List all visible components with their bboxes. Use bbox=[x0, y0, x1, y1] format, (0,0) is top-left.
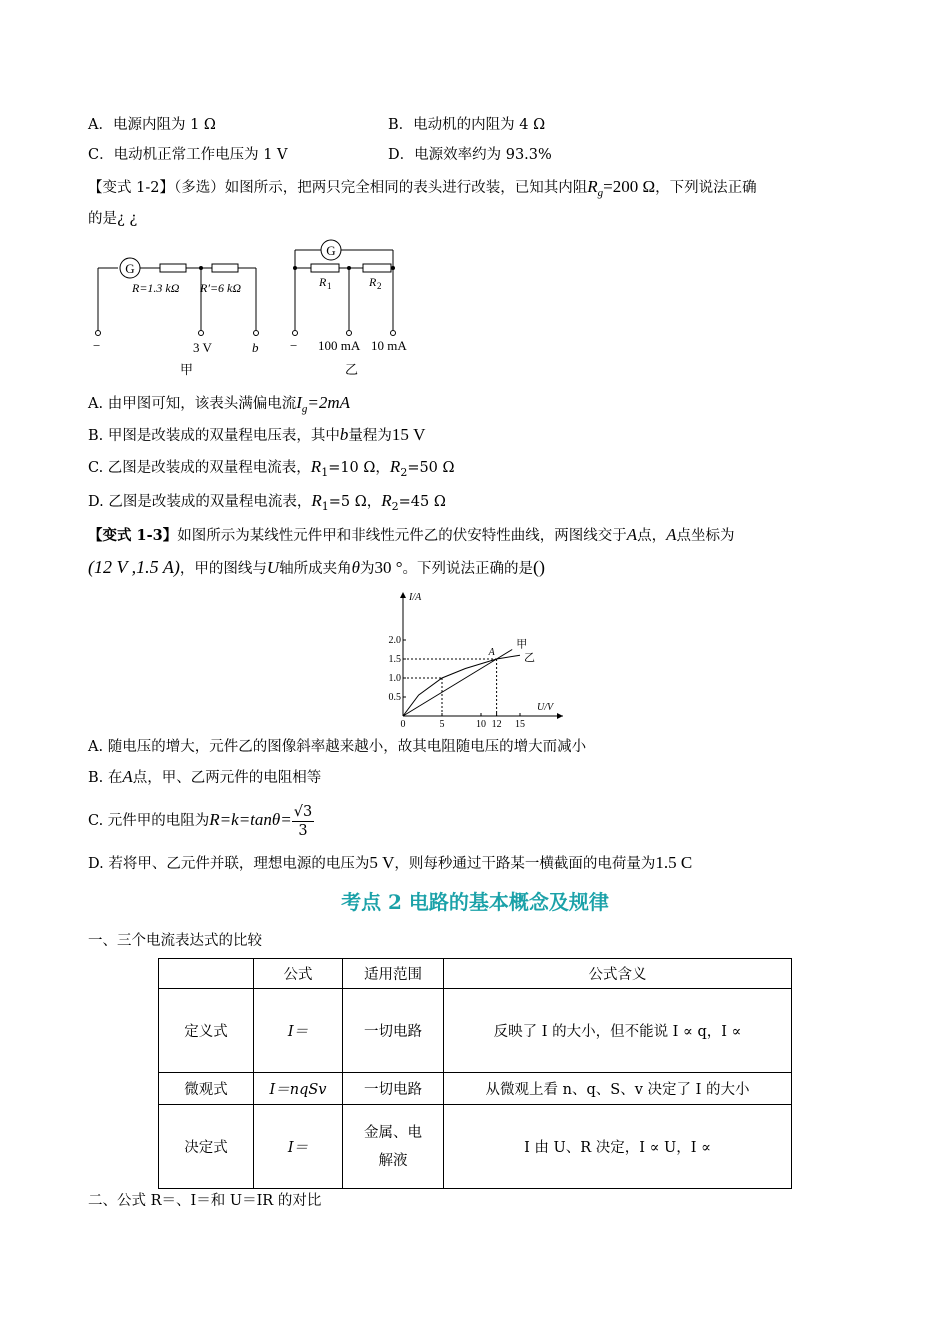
q13-option-c bbox=[88, 800, 314, 841]
q13-paren: () bbox=[533, 557, 546, 577]
resistor-r-prime bbox=[212, 264, 238, 272]
iu-characteristic-chart bbox=[385, 588, 565, 728]
q12-option-c-r2-sub: 2 bbox=[400, 465, 408, 479]
q12-option-d-r2-sub: 2 bbox=[391, 499, 399, 513]
q12-option-d bbox=[88, 490, 446, 518]
q12-option-d-r2: R bbox=[381, 491, 392, 510]
q13-symbol-a2: A bbox=[666, 525, 677, 544]
terminal-3v-label: 3 V bbox=[193, 340, 212, 355]
q13-tag: 【变式 1-3】 bbox=[88, 527, 178, 544]
table-header-cell bbox=[159, 959, 254, 989]
q13-option-b-post: 点，甲、乙两元件的电阻相等 bbox=[132, 770, 322, 786]
terminal-b-label: b bbox=[252, 340, 259, 355]
q13-option-a: A. 随电压的增大，元件乙的图像斜率越来越小，故其电阻随电压的增大而减小 bbox=[88, 739, 587, 755]
q12-option-d-r1-value: =5 Ω， bbox=[328, 494, 382, 510]
q12-option-c-r2-value: =50 Ω bbox=[407, 460, 455, 476]
q12-option-b-symbol: b bbox=[339, 425, 349, 444]
table-cell: I＝ bbox=[254, 1105, 343, 1189]
q13-option-d-charge: 1.5 C bbox=[655, 853, 693, 872]
q13-text-a: 如图所示为某线性元件甲和非线性元件乙的伏安特性曲线，两图线交于 bbox=[177, 528, 627, 544]
q12-lead: （多选）如图所示，把两只完全相同的表头进行改装，已知其内阻 bbox=[173, 180, 588, 196]
option-a: A．电源内阻为 1 Ω bbox=[88, 117, 216, 133]
table-header-cell: 公式含义 bbox=[444, 959, 792, 989]
q13-stem-line2 bbox=[88, 556, 545, 580]
q12-option-c-r1-sub: 1 bbox=[321, 465, 329, 479]
section-title: 考点 2 电路的基本概念及规律 bbox=[341, 890, 609, 914]
r1-sub-label: 1 bbox=[327, 281, 332, 291]
q13-option-c-expr: R=k=tanθ= bbox=[209, 810, 292, 829]
q12-option-b-value: 15 V bbox=[391, 425, 426, 444]
q12-option-a-text: A. 由甲图可知，该表头满偏电流 bbox=[88, 396, 297, 412]
y-tick-label: 2.0 bbox=[388, 635, 401, 646]
q12-tag: 【变式 1-2】 bbox=[88, 180, 174, 196]
resistor-r2 bbox=[363, 264, 391, 272]
q12-stem-line2: 的是¿ ¿ bbox=[88, 211, 138, 227]
q13-option-d bbox=[88, 852, 692, 875]
table-header-row bbox=[159, 959, 792, 989]
q13-option-c-text: C. 元件甲的电阻为 bbox=[88, 813, 210, 829]
x-tick-label: 0 bbox=[400, 719, 406, 728]
q13-option-b bbox=[88, 766, 321, 789]
table-cell: 反映了 I 的大小，但不能说 I ∝ q，I ∝ bbox=[444, 989, 792, 1073]
q12-rg-value: =200 Ω bbox=[603, 177, 656, 196]
q13-option-c-fraction bbox=[292, 803, 314, 840]
current-expression-table bbox=[158, 958, 792, 1189]
r2-label: R bbox=[369, 275, 377, 289]
resistor-r1 bbox=[311, 264, 339, 272]
q12-rg-symbol: R bbox=[587, 177, 598, 196]
table-cell: I＝nqSv bbox=[254, 1073, 343, 1105]
q12-option-d-r1-sub: 1 bbox=[321, 499, 329, 513]
table-cell: 一切电路 bbox=[343, 1073, 444, 1105]
q12-stem bbox=[88, 176, 757, 204]
q12-option-a bbox=[88, 392, 350, 420]
q12-option-c-text: C. 乙图是改装成的双量程电流表， bbox=[88, 460, 311, 476]
q12-option-d-r1: R bbox=[311, 491, 322, 510]
x-axis-label: U/V bbox=[537, 702, 554, 713]
fraction-numerator: √3 bbox=[293, 803, 313, 820]
q12-option-b bbox=[88, 424, 425, 447]
q12-lead-end: ，下列说法正确 bbox=[655, 180, 757, 196]
x-tick-label: 10 bbox=[476, 719, 486, 728]
y-tick-label: 0.5 bbox=[388, 692, 401, 703]
q12-option-d-text: D. 乙图是改装成的双量程电流表， bbox=[88, 494, 312, 510]
fraction-denominator: 3 bbox=[298, 822, 308, 839]
table-cell: I＝ bbox=[254, 989, 343, 1073]
section-subtitle-1: 一、三个电流表达式的比较 bbox=[88, 933, 262, 949]
table-cell: 决定式 bbox=[159, 1105, 254, 1189]
q12-option-b-text: B. 甲图是改装成的双量程电压表，其中 bbox=[88, 428, 340, 444]
table-cell: I 由 U、R 决定，I ∝ U，I ∝ bbox=[444, 1105, 792, 1189]
r2-sub-label: 2 bbox=[377, 281, 382, 291]
y-axis-label: I/A bbox=[409, 592, 422, 603]
q13-text-c: 点坐标为 bbox=[676, 528, 735, 544]
minus-terminal-label: − bbox=[290, 338, 298, 353]
galvanometer-label: G bbox=[326, 243, 336, 258]
series-label-1: 乙 bbox=[524, 652, 535, 665]
table-cell: 一切电路 bbox=[343, 989, 444, 1073]
circuit-figure-yi bbox=[285, 234, 435, 384]
q12-option-c bbox=[88, 456, 455, 484]
section-subtitle-2: 二、公式 R＝、I＝和 U＝IR 的对比 bbox=[88, 1193, 322, 1209]
table-cell: 微观式 bbox=[159, 1073, 254, 1105]
q13-option-d-voltage: 5 V bbox=[369, 853, 395, 872]
q13-text-d: ，甲的图线与 bbox=[179, 561, 267, 577]
q12-option-c-r1-value: =10 Ω， bbox=[328, 460, 390, 476]
q13-symbol-u: U bbox=[266, 558, 280, 577]
figure-caption-yi: 乙 bbox=[345, 362, 359, 377]
q13-option-d-mid: ，则每秒通过干路某一横截面的电荷量为 bbox=[394, 856, 656, 872]
terminal-10ma-label: 10 mA bbox=[371, 338, 407, 353]
q12-option-d-r2-value: =45 Ω bbox=[398, 494, 446, 510]
point-a-label: A bbox=[488, 647, 495, 658]
q13-option-b-text: B. 在 bbox=[88, 770, 123, 786]
resistor-r bbox=[160, 264, 186, 272]
option-b: B．电动机的内阻为 4 Ω bbox=[388, 117, 546, 133]
q13-text-b: 点， bbox=[637, 528, 667, 544]
option-c: C．电动机正常工作电压为 1 V bbox=[88, 147, 288, 163]
q13-coord: (12 V ,1.5 A) bbox=[88, 557, 180, 577]
q12-option-b-mid: 量程为 bbox=[348, 428, 392, 444]
q13-stem bbox=[88, 524, 735, 547]
table-cell: 从微观上看 n、q、S、v 决定了 I 的大小 bbox=[444, 1073, 792, 1105]
galvanometer-label: G bbox=[125, 261, 135, 276]
q13-text-g: 。下列说法正确的是 bbox=[402, 561, 534, 577]
q12-rg-sub: g bbox=[597, 186, 604, 199]
q13-angle: 30 ° bbox=[374, 558, 403, 577]
series-label-0: 甲 bbox=[516, 638, 528, 651]
table-cell: 定义式 bbox=[159, 989, 254, 1073]
q12-option-c-r2: R bbox=[389, 457, 401, 476]
resistor-r-label: R=1.3 kΩ bbox=[132, 281, 180, 295]
terminal-100ma-label: 100 mA bbox=[318, 338, 361, 353]
table-header-cell: 公式 bbox=[254, 959, 343, 989]
q13-text-e: 轴所成夹角 bbox=[279, 561, 352, 577]
q13-option-b-symbol: A bbox=[122, 767, 133, 786]
y-tick-label: 1.5 bbox=[388, 654, 401, 665]
table-header-cell: 适用范围 bbox=[343, 959, 444, 989]
q13-symbol-a: A bbox=[626, 525, 638, 544]
resistor-rp-label: R′=6 kΩ bbox=[200, 281, 242, 295]
table-row bbox=[159, 1073, 792, 1105]
r1-label: R bbox=[319, 275, 327, 289]
q12-option-c-r1: R bbox=[310, 457, 322, 476]
q13-option-d-text: D. 若将甲、乙元件并联，理想电源的电压为 bbox=[88, 856, 370, 872]
table-row bbox=[159, 989, 792, 1073]
minus-terminal-label: − bbox=[93, 338, 101, 353]
circuit-figure-jia bbox=[88, 250, 268, 380]
x-tick-label: 5 bbox=[439, 719, 445, 728]
table-cell: 金属、电解液 bbox=[343, 1105, 444, 1189]
y-tick-label: 1.0 bbox=[388, 673, 401, 684]
q12-option-a-value: =2mA bbox=[307, 393, 351, 412]
x-tick-label: 12 bbox=[491, 719, 502, 728]
series-line-1 bbox=[403, 655, 520, 716]
q13-symbol-theta: θ bbox=[351, 558, 360, 577]
q12-option-a-symbol: I bbox=[296, 393, 302, 412]
q12-option-a-sub: g bbox=[301, 402, 308, 415]
y-axis-arrow bbox=[400, 592, 406, 598]
x-axis-arrow bbox=[557, 713, 563, 719]
figure-caption-jia: 甲 bbox=[180, 362, 194, 377]
q13-text-f: 为 bbox=[359, 561, 375, 577]
x-tick-label: 15 bbox=[515, 719, 525, 728]
table-row bbox=[159, 1105, 792, 1189]
option-d: D．电源效率约为 93.3% bbox=[388, 147, 552, 163]
